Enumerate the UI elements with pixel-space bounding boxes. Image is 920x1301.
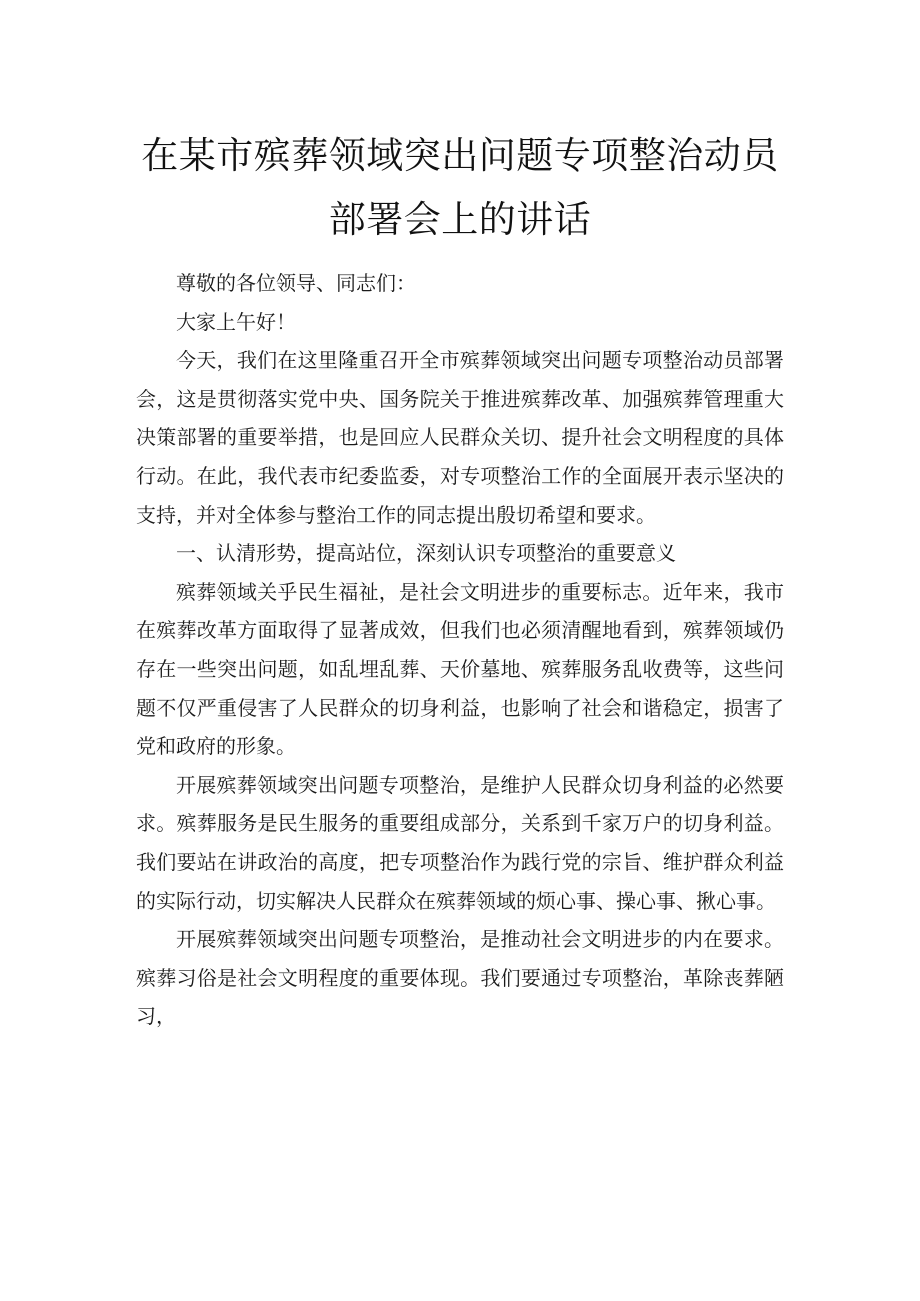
salutation: 尊敬的各位领导、同志们： <box>176 271 416 295</box>
title-line-1: 在某市殡葬领域突出问题专项整治动员 <box>141 134 779 177</box>
title-line-2: 部署会上的讲话 <box>328 198 592 241</box>
document-body <box>136 264 784 1036</box>
greeting: 大家上午好！ <box>176 309 296 334</box>
body-paragraph: 殡葬领域关乎民生福祉，是社会文明进步的重要标志。近年来，我市在殡葬改革方面取得了显著成效，但我们也必须清醒地看到，殡葬领域仍存在一些突出问题，如乱埋乱葬、天价墓地、殡葬服务乱收费等，这些问题不仅严重侵害了人民群众的切身利益，也影响了社会和谐稳定，损害了党和政府的形象。 <box>136 579 784 759</box>
body-paragraph: 开展殡葬领域突出问题专项整治，是维护人民群众切身利益的必然要求。殡葬服务是民生服务的重要组成部分，关系到千家万户的切身利益。我们要站在讲政治的高度，把专项整治作为践行党的宗旨、维护群众利益的实际行动，切实解决人民群众在殡葬领域的烦心事、操心事、揪心事。 <box>136 772 784 913</box>
body-paragraph: 开展殡葬领域突出问题专项整治，是推动社会文明进步的内在要求。殡葬习俗是社会文明程度的重要体现。我们要通过专项整治，革除丧葬陋习， <box>136 927 784 1029</box>
document-title <box>136 124 784 252</box>
section-heading-1: 一、认清形势，提高站位，深刻认识专项整治的重要意义 <box>176 541 676 566</box>
intro-paragraph: 今天，我们在这里隆重召开全市殡葬领域突出问题专项整治动员部署会，这是贯彻落实党中央、国务院关于推进殡葬改革、加强殡葬管理重大决策部署的重要举措，也是回应人民群众关切、提升社会文明程度的具体行动。在此，我代表市纪委监委，对专项整治工作的全面展开表示坚决的支持，并对全体参与整治工作的同志提出殷切希望和要求。 <box>136 348 784 527</box>
